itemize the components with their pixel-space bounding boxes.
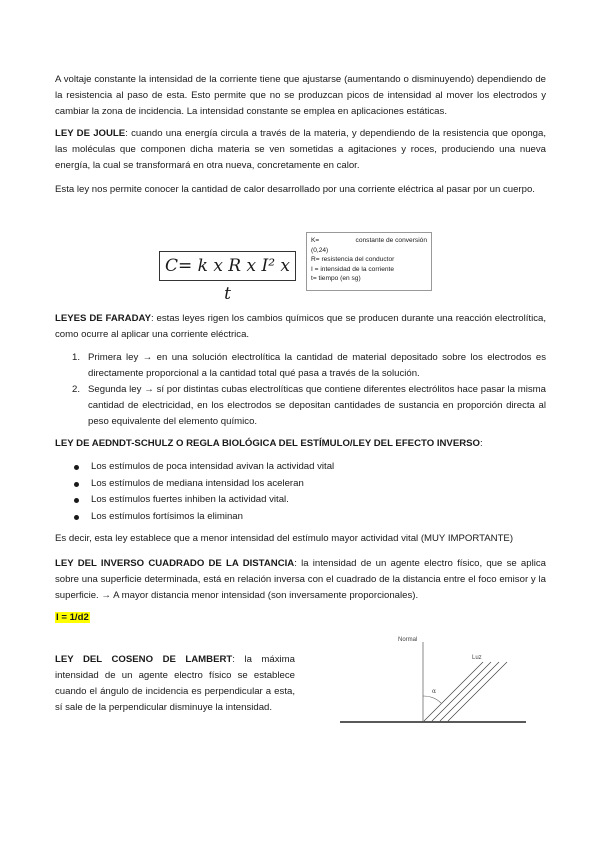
legend-k-label: K= xyxy=(311,237,320,244)
light-label: Luz xyxy=(472,655,482,661)
list-item xyxy=(55,382,546,430)
list-item xyxy=(55,350,546,382)
lambert-text: : la máxima intensidad de un agente electro físico se establece cuando el ángulo de incidencia es perpendicular a esta, sí sale de la perpendicular disminuye la intensidad. xyxy=(55,654,296,713)
faraday-paragraph xyxy=(55,311,546,343)
joule-title: LEY DE JOULE xyxy=(55,128,126,139)
legend-t: t= tiempo (en sg) xyxy=(311,275,361,283)
list-text: Los estímulos de mediana intensidad los aceleran xyxy=(91,477,304,489)
list-number: 2. xyxy=(72,384,81,395)
list-text: Segunda ley → sí por distintas cubas electrolíticas que contiene diferentes electrólitos hace pasar la misma cantidad de electricidad, en los electrodos se depositan cantidades de sustancia en proporción directa al peso equivalente del elemento químico. xyxy=(88,384,546,427)
light-ray xyxy=(448,662,507,721)
list-text: Los estímulos fortísimos la eliminan xyxy=(91,510,243,522)
list-item xyxy=(55,476,546,493)
joule-paragraph xyxy=(55,126,546,174)
legend-r: R= resistencia del conductor xyxy=(311,256,395,264)
lambert-title: LEY DEL COSENO DE LAMBERT xyxy=(55,654,233,665)
arndt-heading xyxy=(55,436,546,452)
legend-k-text: constante de conversión xyxy=(355,237,427,244)
joule-text: : cuando una energía circula a través de la materia, y dependiendo de la resistencia que oponga, las moléculas que componen dicha materia se ven sometidas a agitaciones y roces, produciendo una nueva energía, la cual se transformará en otra nueva, concretamente en calor. xyxy=(55,128,546,171)
list-text: Los estímulos fuertes inhiben la actividad vital. xyxy=(91,494,289,505)
arndt-list xyxy=(55,459,546,525)
legend-i: I = intensidad de la corriente xyxy=(311,265,395,273)
bullet-icon xyxy=(74,482,79,487)
joule-formula: C= k x R x I² x t xyxy=(159,251,296,281)
faraday-title: LEYES DE FARADAY xyxy=(55,313,151,324)
angle-label: α xyxy=(432,688,437,695)
inverse-square-formula-line xyxy=(55,610,546,626)
list-item xyxy=(55,492,546,509)
light-ray xyxy=(440,662,499,721)
bullet-icon xyxy=(74,498,79,503)
faraday-text: : estas leyes rigen los cambios químicos que se producen durante una reacción electrolítica, como ocurre al aplicar una corriente eléctrica. xyxy=(55,313,546,340)
bullet-icon xyxy=(74,465,79,470)
light-ray xyxy=(432,662,491,721)
list-number: 1. xyxy=(72,352,81,363)
lambert-diagram xyxy=(340,632,530,728)
normal-label: Normal xyxy=(398,637,418,643)
lambert-paragraph xyxy=(55,652,295,716)
arndt-summary: Es decir, esta ley establece que a menor intensidad del estímulo mayor actividad vital (MUY IMPORTANTE) xyxy=(55,533,514,544)
joule-legend xyxy=(306,232,432,291)
list-item xyxy=(55,459,546,476)
list-text: Los estímulos de poca intensidad avivan la actividad vital xyxy=(91,461,335,472)
inverse-square-title: LEY DEL INVERSO CUADRADO DE LA DISTANCIA xyxy=(55,558,295,569)
bullet-icon xyxy=(74,515,79,520)
joule-paragraph-2: Esta ley nos permite conocer la cantidad de calor desarrollado por una corriente eléctrica al pasar por un cuerpo. xyxy=(55,184,535,195)
faraday-list xyxy=(55,350,546,430)
inverse-square-paragraph xyxy=(55,556,546,604)
list-item xyxy=(55,509,546,526)
arndt-colon: : xyxy=(480,438,483,449)
intro-paragraph: A voltaje constante la intensidad de la corriente tiene que ajustarse (aumentando o disminuyendo) dependiendo de la resistencia al paso de esta. Esto permite que no se produzcan picos de intensidad al mover los electrodos y cambiar la zona de incidencia. La intensidad constante se emplea en aplicaciones estáticas. xyxy=(55,74,546,117)
angle-arc xyxy=(423,696,441,703)
legend-k-value: (0,24) xyxy=(311,246,329,254)
list-text: Primera ley → en una solución electrolítica la cantidad de material depositado sobre los electrodos es directamente proporcional a la cantidad total qué pasa a través de la solución. xyxy=(88,352,546,379)
inverse-square-formula: I = 1/d2 xyxy=(56,612,89,623)
arndt-title: LEY DE AEDNDT-SCHULZ O REGLA BIOLÓGICA DEL ESTÍMULO/LEY DEL EFECTO INVERSO xyxy=(55,438,481,449)
inverse-square-text: : la intensidad de un agente electro físico, que se aplica sobre una superficie determinada, está en relación inversa con el cuadrado de la distancia entre el foco emisor y la superficie. → A mayor distancia menor intensidad (son inversamente proporcionales). xyxy=(55,558,546,601)
